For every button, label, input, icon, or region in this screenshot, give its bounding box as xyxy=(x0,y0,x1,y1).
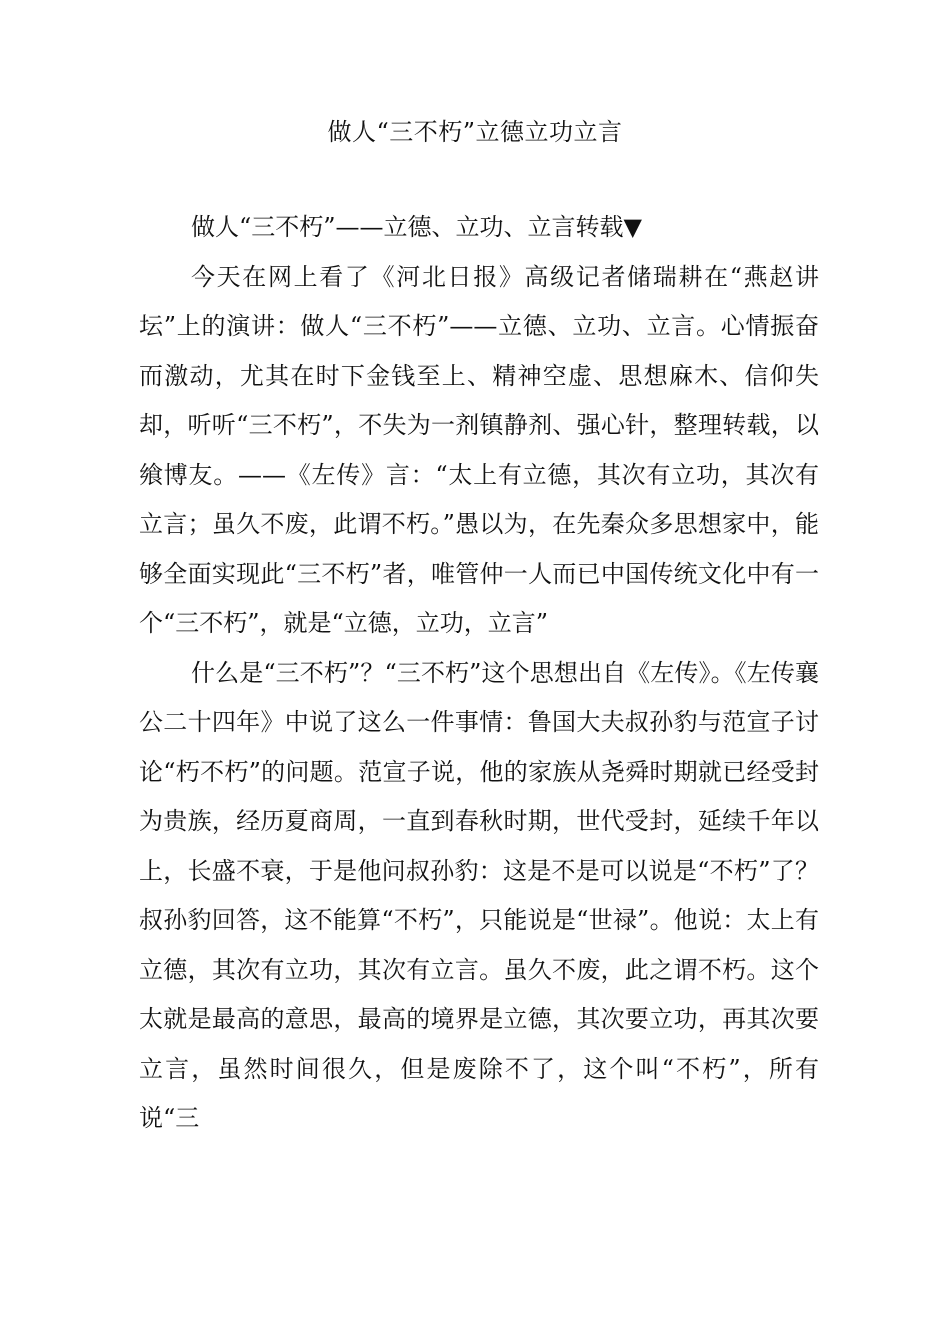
document-body xyxy=(139,203,819,1144)
paragraph: 今天在网上看了《河北日报》高级记者储瑞耕在“燕赵讲坛”上的演讲：做人“三不朽”——立德、立功、立言。心情振奋而激动，尤其在时下金钱至上、精神空虚、思想麻木、信仰失却，听听“三不朽”，不失为一剂镇静剂、强心针，整理转载，以飨博友。——《左传》言：“太上有立德，其次有立功，其次有立言；虽久不废，此谓不朽。”愚以为，在先秦众多思想家中，能够全面实现此“三不朽”者，唯管仲一人而已中国传统文化中有一个“三不朽”，就是“立德，立功，立言” xyxy=(139,262,819,637)
paragraph: 什么是“三不朽”？“三不朽”这个思想出自《左传》。《左传襄公二十四年》中说了这么一件事情：鲁国大夫叔孙豹与范宣子讨论“朽不朽”的问题。范宣子说，他的家族从尧舜时期就已经受封为贵族，经历夏商周，一直到春秋时期，世代受封，延续千年以上，长盛不衰，于是他问叔孙豹：这是不是可以说是“不朽”了？叔孙豹回答，这不能算“不朽”，只能说是“世禄”。他说：太上有立德，其次有立功，其次有立言。虽久不废，此之谓不朽。这个太就是最高的意思，最高的境界是立德，其次要立功，再其次要立言，虽然时间很久，但是废除不了，这个叫“不朽”，所有说“三 xyxy=(139,658,819,1132)
paragraph-heading: 做人“三不朽”——立德、立功、立言转载▼ xyxy=(191,213,642,241)
document-title: 做人“三不朽”立德立功立言 xyxy=(327,118,623,146)
